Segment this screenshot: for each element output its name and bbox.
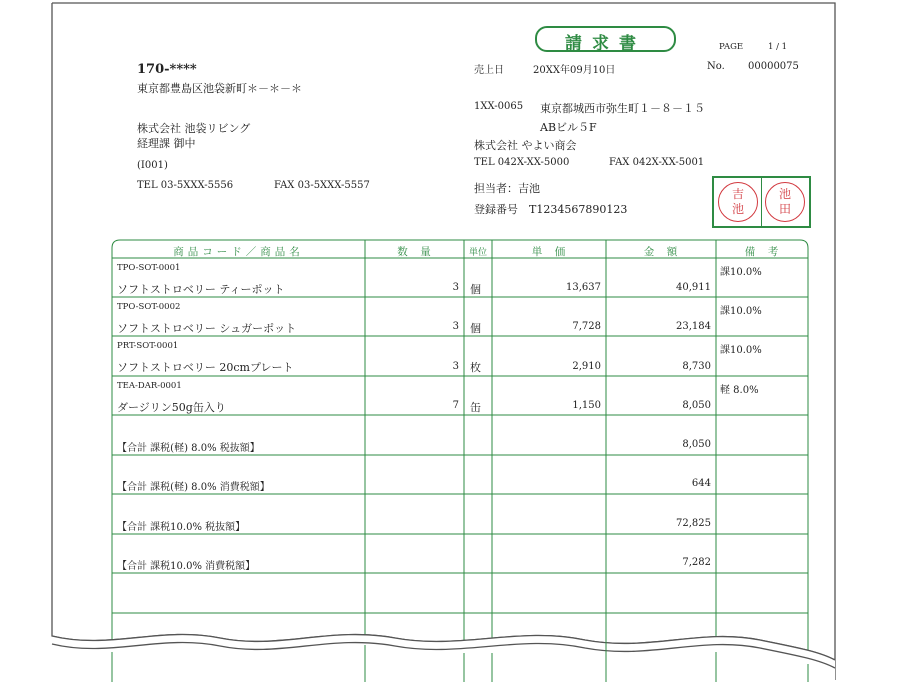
invoice-date-label: 売上日 bbox=[474, 65, 504, 76]
page-number: 1 / 1 bbox=[768, 42, 788, 52]
item-price: 2,910 bbox=[572, 361, 601, 372]
stamp-1 bbox=[718, 182, 758, 222]
recipient-code: (I001) bbox=[137, 160, 168, 171]
header-price: 単 価 bbox=[531, 246, 567, 258]
item-price: 1,150 bbox=[572, 400, 601, 411]
header-amount: 金 額 bbox=[643, 246, 679, 258]
sender-company: 株式会社 やよい商会 bbox=[474, 139, 577, 152]
sender-fax: FAX 042X-XX-5001 bbox=[609, 157, 705, 168]
item-qty: 7 bbox=[452, 400, 459, 411]
item-qty: 3 bbox=[452, 321, 459, 332]
recipient-company: 株式会社 池袋リビング bbox=[137, 122, 251, 135]
recipient-tel: TEL 03-5XXX-5556 bbox=[137, 180, 234, 191]
sender-tel: TEL 042X-XX-5000 bbox=[474, 157, 570, 168]
total-amount: 7,282 bbox=[682, 557, 711, 568]
stamp-2-line2: 田 bbox=[778, 202, 791, 216]
item-amount: 40,911 bbox=[676, 282, 711, 293]
item-code: TPO-SOT-0002 bbox=[117, 302, 181, 312]
item-amount: 23,184 bbox=[676, 321, 711, 332]
recipient-address: 東京都豊島区池袋新町＊－＊－＊ bbox=[137, 82, 302, 95]
stamp-2-line1: 池 bbox=[778, 187, 791, 201]
item-amount: 8,050 bbox=[682, 400, 711, 411]
total-label: 【合計 課税10.0% 税抜額】 bbox=[117, 522, 246, 533]
invoice-title-box bbox=[535, 26, 676, 52]
stamp-1-line1: 吉 bbox=[731, 187, 744, 201]
approval-stamp-box bbox=[712, 176, 811, 228]
item-name: ソフトストロベリー 20cmプレート bbox=[117, 361, 294, 374]
sender-registration: 登録番号 T1234567890123 bbox=[474, 203, 628, 216]
item-code: TEA-DAR-0001 bbox=[117, 381, 182, 391]
header-item: 商品コード／商品名 bbox=[173, 246, 304, 258]
item-unit: 個 bbox=[470, 322, 481, 335]
item-note: 課10.0% bbox=[720, 306, 762, 317]
item-code: TPO-SOT-0001 bbox=[117, 263, 181, 273]
item-name: ソフトストロベリー ティーポット bbox=[117, 283, 285, 296]
total-amount: 72,825 bbox=[676, 518, 711, 529]
header-unit: 単位 bbox=[468, 248, 487, 258]
stamp-1-line2: 池 bbox=[731, 202, 744, 216]
total-label: 【合計 課税(軽) 8.0% 消費税額】 bbox=[117, 482, 270, 493]
recipient-fax: FAX 03-5XXX-5557 bbox=[274, 180, 370, 191]
invoice-no-label: No. bbox=[707, 61, 725, 72]
item-name: ダージリン50g缶入り bbox=[117, 401, 226, 414]
item-qty: 3 bbox=[452, 282, 459, 293]
item-name: ソフトストロベリー シュガーポット bbox=[117, 322, 297, 335]
item-price: 7,728 bbox=[572, 321, 601, 332]
item-amount: 8,730 bbox=[682, 361, 711, 372]
sender-postal: 1XX-0065 bbox=[474, 101, 524, 112]
header-note: 備 考 bbox=[744, 246, 780, 258]
total-amount: 644 bbox=[691, 478, 711, 489]
recipient-dept: 経理課 御中 bbox=[137, 137, 196, 150]
total-label: 【合計 課税10.0% 消費税額】 bbox=[117, 561, 256, 572]
sender-address-1: 東京都城西市弥生町１－８－１５ bbox=[540, 102, 705, 115]
item-unit: 缶 bbox=[470, 401, 481, 414]
recipient-postal: 170-**** bbox=[137, 62, 197, 77]
total-label: 【合計 課税(軽) 8.0% 税抜額】 bbox=[117, 443, 260, 454]
item-qty: 3 bbox=[452, 361, 459, 372]
item-note: 軽 8.0% bbox=[720, 385, 759, 396]
item-note: 課10.0% bbox=[720, 345, 762, 356]
item-unit: 個 bbox=[470, 283, 481, 296]
item-unit: 枚 bbox=[470, 361, 481, 374]
item-price: 13,637 bbox=[566, 282, 601, 293]
invoice-no: 00000075 bbox=[748, 61, 799, 72]
item-note: 課10.0% bbox=[720, 267, 762, 278]
page-label: PAGE bbox=[719, 42, 744, 52]
sender-address-2: ABビル５F bbox=[540, 121, 597, 134]
item-code: PRT-SOT-0001 bbox=[117, 341, 179, 351]
sender-staff: 担当者：吉池 bbox=[474, 182, 540, 195]
stamp-2 bbox=[765, 182, 805, 222]
invoice-date: 20XX年09月10日 bbox=[533, 65, 616, 76]
total-amount: 8,050 bbox=[682, 439, 711, 450]
header-qty: 数 量 bbox=[397, 246, 432, 258]
invoice-title: 請求書 bbox=[565, 34, 646, 54]
